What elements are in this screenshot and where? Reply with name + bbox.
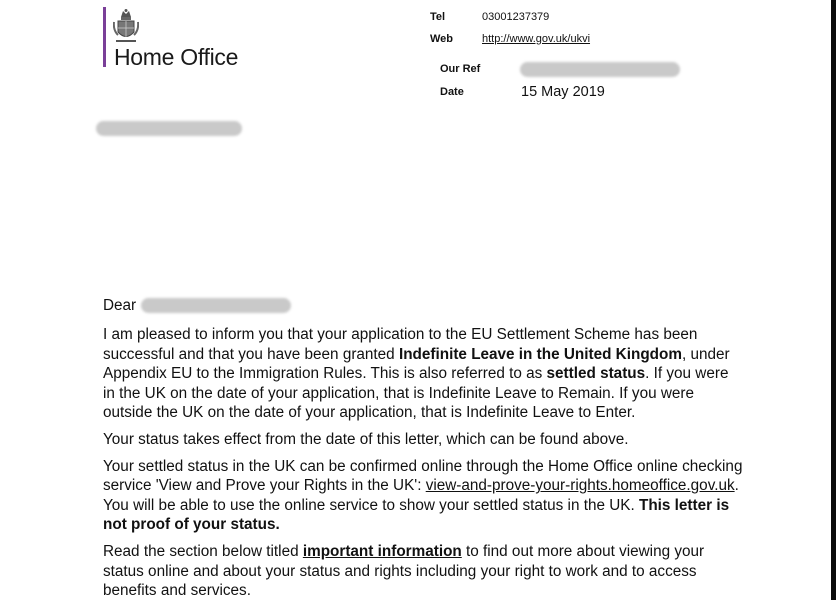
web-link[interactable]: http://www.gov.uk/ukvi [482,33,591,45]
p4-text-b: to find out more about viewing your status online and about your status and rights including your right to work and to access benefits and services. [103,542,705,600]
brand-bar [103,7,106,67]
date-label: Date [440,86,464,98]
tel-value: 03001237379 [482,11,550,23]
paragraph-grant [103,325,743,423]
salutation-text: Dear [103,297,137,314]
p4-text-a: Read the section below titled [103,542,303,560]
web-label: Web [430,33,454,45]
ref-label: Our Ref [440,63,481,75]
p1-bold-leave: Indefinite Leave in the United Kingdom [398,345,682,363]
letter-date: 15 May 2019 [521,84,605,100]
p1-text-e: . If you were in the UK on the date of your application, that is Indefinite Leave to Remain. If you were outside the UK on the date of your application, that is Indefinite Leave to Enter. [103,365,729,422]
redacted-recipient-address [96,121,242,136]
p1-text-a: I am pleased to inform you that your application to the EU Settlement Scheme has been successful and that you have been granted [103,326,698,363]
royal-crest-icon [113,8,139,46]
page-edge [831,0,836,600]
p3-bold-not-proof: This letter is not proof of your status. [103,496,730,534]
p3-text-b: . You will be able to use the online service to show your settled status in the UK. [103,477,739,514]
view-and-prove-link[interactable]: view-and-prove-your-rights.homeoffice.gov.uk [425,477,735,495]
p1-text-c: , under Appendix EU to the Immigration Rules. This is also referred to as [103,345,730,383]
p1-bold-settled: settled status [546,365,646,383]
paragraph-read-more [103,542,743,600]
redacted-recipient-name [141,298,291,313]
redacted-reference [520,62,680,77]
paragraph-effective: Your status takes effect from the date of this letter, which can be found above. [103,430,629,448]
p3-text-a: Your settled status in the UK can be confirmed online through the Home Office online checking service 'View and Prove your Rights in the UK': [103,457,743,495]
paragraph-online [103,457,743,535]
letter-body [103,325,743,600]
department-name: Home Office [114,44,239,70]
tel-label: Tel [430,11,446,23]
important-information-link[interactable]: important information [302,542,462,560]
